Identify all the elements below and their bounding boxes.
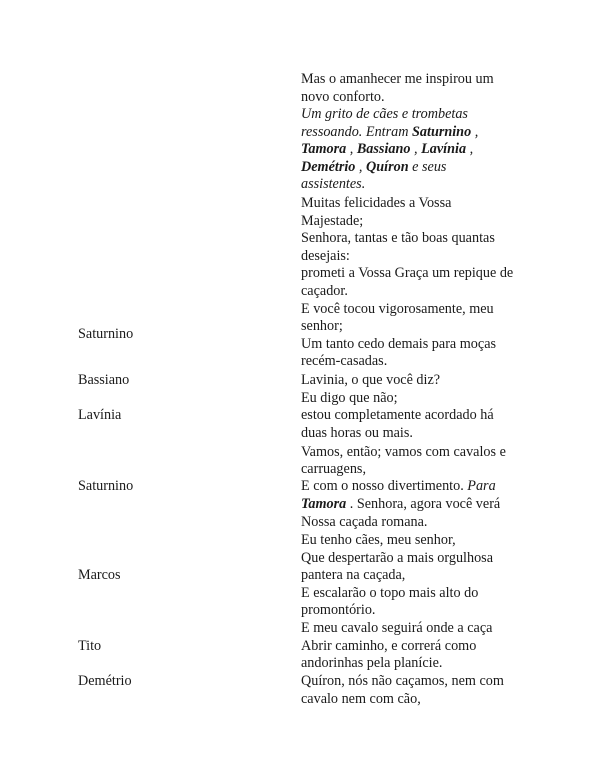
speaker-tito: Tito bbox=[78, 638, 102, 654]
dialogue-line: Muitas felicidades a Vossa bbox=[301, 195, 452, 211]
dialogue-line: Senhora, tantas e tão boas quantas bbox=[301, 230, 495, 246]
dialogue-line: senhor; bbox=[301, 318, 343, 334]
dialogue-line: andorinhas pela planície. bbox=[301, 655, 443, 671]
speaker-saturnino: Saturnino bbox=[78, 326, 134, 342]
dialogue-line: Lavinia, o que você diz? bbox=[301, 372, 441, 388]
stage-direction: Demétrio , Quíron e seus bbox=[301, 159, 447, 175]
dialogue-line: Majestade; bbox=[301, 213, 364, 229]
dialogue-line: Eu tenho cães, meu senhor, bbox=[301, 532, 456, 548]
speaker-saturnino-2: Saturnino bbox=[78, 478, 134, 494]
stage-direction: assistentes. bbox=[301, 176, 366, 192]
dialogue-line: pantera na caçada, bbox=[301, 567, 406, 583]
dialogue-line: carruagens, bbox=[301, 461, 366, 477]
dialogue-line: Eu digo que não; bbox=[301, 390, 398, 406]
dialogue-line: cavalo nem com cão, bbox=[301, 691, 421, 707]
dialogue-line: E escalarão o topo mais alto do bbox=[301, 585, 479, 601]
speaker-lavinia: Lavínia bbox=[78, 407, 122, 423]
dialogue-line: E você tocou vigorosamente, meu bbox=[301, 301, 494, 317]
dialogue-line: recém-casadas. bbox=[301, 353, 388, 369]
dialogue-line: promontório. bbox=[301, 602, 376, 618]
dialogue-line: estou completamente acordado há bbox=[301, 407, 494, 423]
dialogue-line: duas horas ou mais. bbox=[301, 425, 413, 441]
dialogue-line: E com o nosso divertimento. Para bbox=[301, 478, 496, 494]
dialogue-line: Um tanto cedo demais para moças bbox=[301, 336, 497, 352]
speaker-marcos: Marcos bbox=[78, 567, 121, 583]
dialogue-line: desejais: bbox=[301, 248, 350, 264]
speaker-bassiano: Bassiano bbox=[78, 372, 130, 388]
stage-direction: Um grito de cães e trombetas bbox=[301, 106, 468, 122]
dialogue-line: novo conforto. bbox=[301, 89, 385, 105]
speaker-demetrio: Demétrio bbox=[78, 673, 132, 689]
dialogue-line: prometi a Vossa Graça um repique de bbox=[301, 265, 514, 281]
dialogue-line: caçador. bbox=[301, 283, 348, 299]
dialogue-line: Vamos, então; vamos com cavalos e bbox=[301, 444, 506, 460]
dialogue-line: Abrir caminho, e correrá como bbox=[301, 638, 477, 654]
dialogue-line: Mas o amanhecer me inspirou um bbox=[301, 71, 494, 87]
dialogue-line: Quíron, nós não caçamos, nem com bbox=[301, 673, 504, 689]
dialogue-line: E meu cavalo seguirá onde a caça bbox=[301, 620, 493, 636]
dialogue-line: Tamora . Senhora, agora você verá bbox=[301, 496, 501, 512]
dialogue-line: Nossa caçada romana. bbox=[301, 514, 428, 530]
stage-direction: ressoando. Entram Saturnino , bbox=[301, 124, 479, 140]
stage-direction: Tamora , Bassiano , Lavínia , bbox=[301, 141, 474, 157]
dialogue-line: Que despertarão a mais orgulhosa bbox=[301, 550, 493, 566]
